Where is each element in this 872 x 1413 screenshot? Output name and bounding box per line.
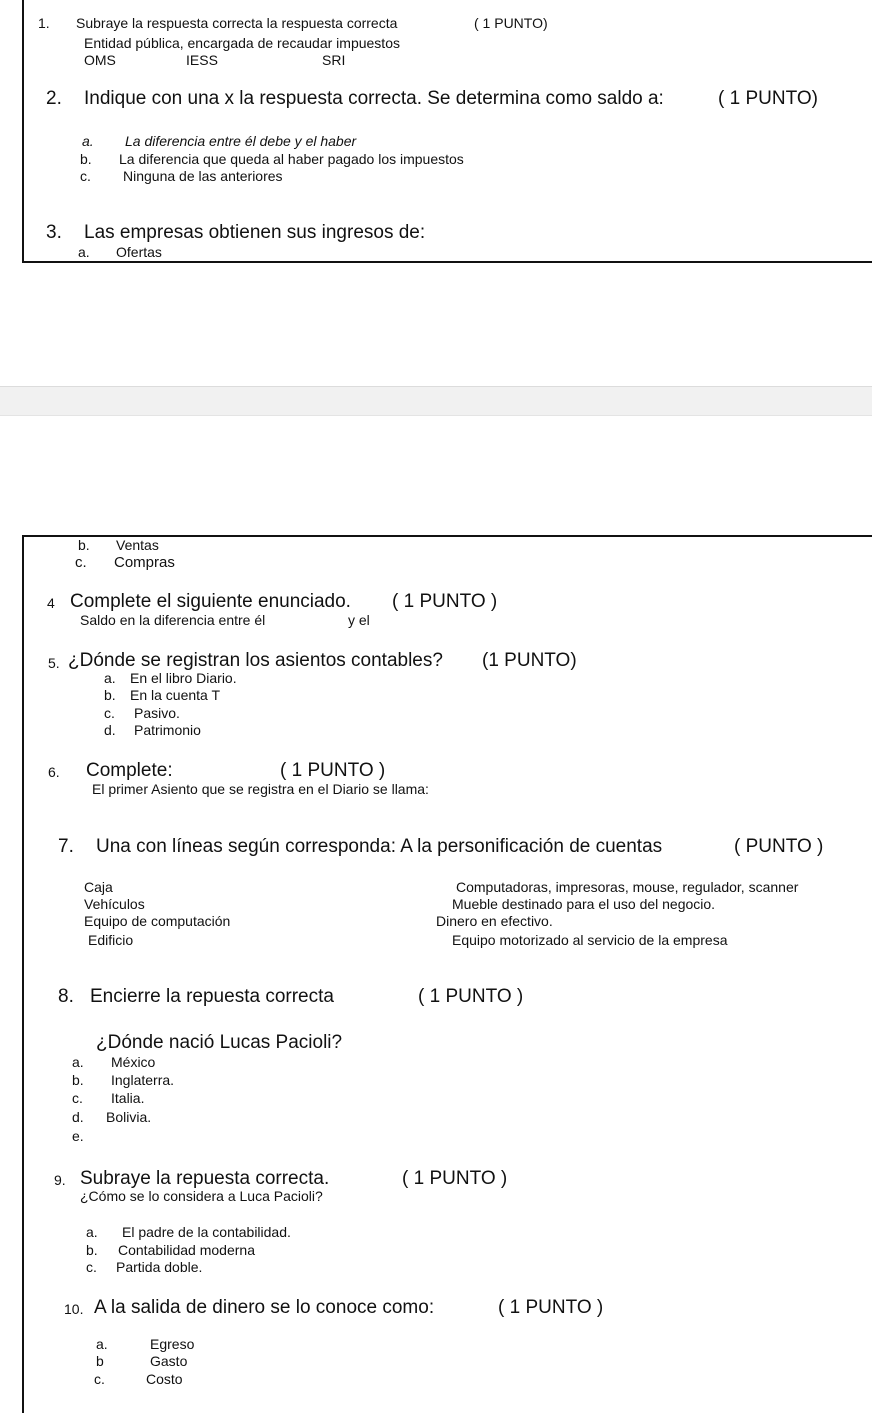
q5-option-letter: b. bbox=[104, 687, 116, 703]
q1-option[interactable]: SRI bbox=[322, 52, 346, 68]
q8-option-letter: c. bbox=[72, 1090, 83, 1106]
q7-right-item[interactable]: Dinero en efectivo. bbox=[436, 913, 553, 929]
q4-title: Complete el siguiente enunciado. bbox=[70, 591, 351, 612]
q8-option-letter: e. bbox=[72, 1128, 84, 1144]
q7-right-item[interactable]: Mueble destinado para el uso del negocio. bbox=[452, 896, 716, 912]
q2-option[interactable]: La diferencia que queda al haber pagado los impuestos bbox=[119, 151, 464, 167]
q7-left-item[interactable]: Equipo de computación bbox=[84, 913, 231, 929]
q10-points: ( 1 PUNTO ) bbox=[498, 1297, 604, 1318]
q9-option-letter: b. bbox=[86, 1242, 98, 1258]
q8-option[interactable]: Italia. bbox=[111, 1090, 145, 1106]
q10-title: A la salida de dinero se lo conoce como: bbox=[94, 1297, 435, 1318]
q2-option-letter: c. bbox=[80, 168, 91, 184]
q8-points: ( 1 PUNTO ) bbox=[418, 986, 524, 1007]
q9-option[interactable]: El padre de la contabilidad. bbox=[122, 1224, 291, 1240]
q8-number: 8. bbox=[58, 986, 74, 1007]
q5-option-letter: d. bbox=[104, 722, 116, 738]
q5-option-letter: c. bbox=[104, 705, 115, 721]
q10-option[interactable]: Costo bbox=[146, 1371, 183, 1387]
q5-number: 5. bbox=[48, 655, 60, 671]
q10-number: 10. bbox=[64, 1301, 84, 1317]
q8-option-letter: b. bbox=[72, 1072, 84, 1088]
q9-option-letter: c. bbox=[86, 1259, 97, 1275]
q7-left-item[interactable]: Vehículos bbox=[84, 896, 145, 912]
q8-option[interactable]: Inglaterra. bbox=[111, 1072, 175, 1088]
q3-option-letter: b. bbox=[78, 537, 90, 553]
q3-title: Las empresas obtienen sus ingresos de: bbox=[84, 222, 426, 243]
q8-option[interactable]: México bbox=[111, 1054, 156, 1070]
q3-option[interactable]: Compras bbox=[114, 554, 175, 571]
q1-option[interactable]: IESS bbox=[186, 52, 218, 68]
q1-statement: Entidad pública, encargada de recaudar impuestos bbox=[84, 35, 400, 51]
q7-left-item[interactable]: Caja bbox=[84, 879, 113, 895]
q8-option-letter: d. bbox=[72, 1109, 84, 1125]
q10-option-letter: b bbox=[96, 1353, 104, 1369]
q1-title: Subraye la respuesta correcta la respuesta correcta bbox=[76, 15, 398, 31]
q5-points: (1 PUNTO) bbox=[482, 650, 577, 671]
q3-option-letter: c. bbox=[75, 554, 87, 571]
q8-option-letter: a. bbox=[72, 1054, 84, 1070]
q9-number: 9. bbox=[54, 1172, 66, 1188]
q7-points: ( PUNTO ) bbox=[734, 836, 824, 857]
q3-option-letter: a. bbox=[78, 244, 90, 260]
q7-right-item[interactable]: Equipo motorizado al servicio de la empresa bbox=[452, 932, 728, 948]
q4-statement: Saldo en la diferencia entre él bbox=[80, 612, 266, 628]
q1-points: ( 1 PUNTO) bbox=[474, 15, 548, 31]
page-bottom-border bbox=[22, 261, 872, 263]
q4-points: ( 1 PUNTO ) bbox=[392, 591, 498, 612]
q7-title: Una con líneas según corresponda: A la personificación de cuentas bbox=[96, 836, 663, 857]
q7-right-item[interactable]: Computadoras, impresoras, mouse, regulador, scanner bbox=[456, 879, 799, 895]
q2-option[interactable]: La diferencia entre él debe y el haber bbox=[125, 133, 357, 149]
q1-number: 1. bbox=[38, 15, 50, 31]
page-separator bbox=[0, 386, 872, 416]
q6-statement: El primer Asiento que se registra en el Diario se llama: bbox=[92, 781, 429, 797]
q10-option[interactable]: Egreso bbox=[150, 1336, 195, 1352]
q4-number: 4 bbox=[47, 595, 55, 611]
q9-option[interactable]: Partida doble. bbox=[116, 1259, 203, 1275]
q9-title: Subraye la repuesta correcta. bbox=[80, 1168, 330, 1189]
q5-option[interactable]: Pasivo. bbox=[134, 705, 180, 721]
q9-option-letter: a. bbox=[86, 1224, 98, 1240]
left-border-top bbox=[22, 0, 24, 262]
q9-question: ¿Cómo se lo considera a Luca Pacioli? bbox=[80, 1188, 323, 1204]
q10-option-letter: a. bbox=[96, 1336, 108, 1352]
q9-points: ( 1 PUNTO ) bbox=[402, 1168, 508, 1189]
q1-option[interactable]: OMS bbox=[84, 52, 116, 68]
q5-option[interactable]: Patrimonio bbox=[134, 722, 201, 738]
q7-number: 7. bbox=[58, 836, 74, 857]
q8-title: Encierre la repuesta correcta bbox=[90, 986, 334, 1007]
q5-option[interactable]: En el libro Diario. bbox=[130, 670, 237, 686]
q2-option-letter: b. bbox=[80, 151, 92, 167]
left-border-bottom bbox=[22, 535, 24, 1413]
q6-title: Complete: bbox=[86, 760, 173, 781]
q9-option[interactable]: Contabilidad moderna bbox=[118, 1242, 255, 1258]
q10-option-letter: c. bbox=[94, 1371, 105, 1387]
q8-question: ¿Dónde nació Lucas Pacioli? bbox=[96, 1032, 343, 1053]
q6-points: ( 1 PUNTO ) bbox=[280, 760, 386, 781]
q7-left-item[interactable]: Edificio bbox=[88, 932, 134, 948]
q5-option[interactable]: En la cuenta T bbox=[130, 687, 221, 703]
q3-option[interactable]: Ventas bbox=[116, 537, 159, 553]
q2-option[interactable]: Ninguna de las anteriores bbox=[123, 168, 283, 184]
q2-number: 2. bbox=[46, 88, 62, 109]
q5-option-letter: a. bbox=[104, 670, 116, 686]
q6-number: 6. bbox=[48, 764, 60, 780]
q2-option-letter: a. bbox=[82, 133, 94, 149]
q10-option[interactable]: Gasto bbox=[150, 1353, 188, 1369]
q3-number: 3. bbox=[46, 222, 62, 243]
q2-points: ( 1 PUNTO) bbox=[718, 88, 818, 109]
q5-title: ¿Dónde se registran los asientos contables? bbox=[68, 650, 443, 671]
q2-title: Indique con una x la respuesta correcta. Se determina como saldo a: bbox=[84, 88, 664, 109]
q3-option[interactable]: Ofertas bbox=[116, 244, 162, 260]
q4-statement-end: y el bbox=[348, 612, 370, 628]
q8-option[interactable]: Bolivia. bbox=[106, 1109, 152, 1125]
